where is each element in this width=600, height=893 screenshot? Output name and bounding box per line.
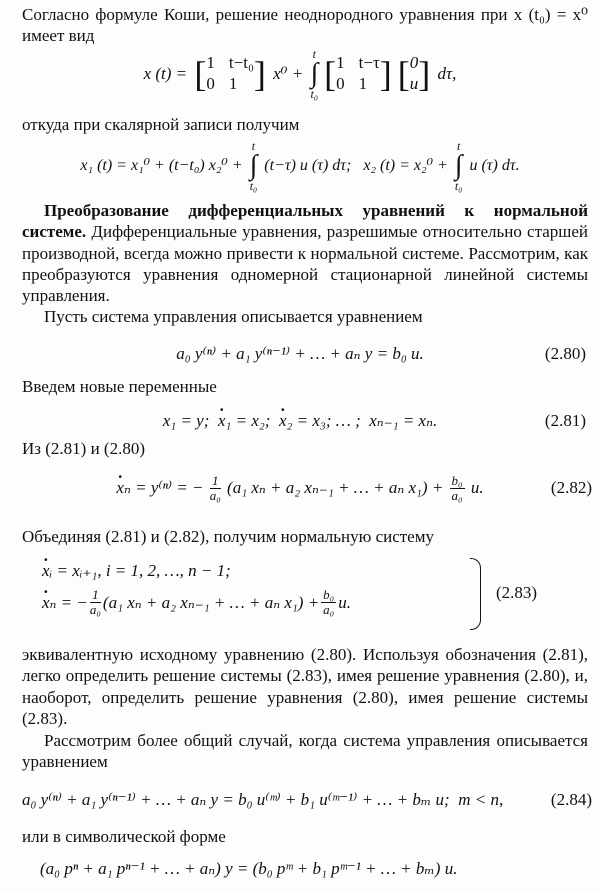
integral-upper-limit: t	[251, 139, 256, 153]
equation-number-2-83: (2.83)	[496, 583, 538, 602]
integral-lower-limit: t₀	[249, 179, 258, 193]
vector-cell: 0	[409, 53, 419, 73]
equation-scalar-part2: (t−τ) u (τ) dτ; x₂ (t) = x₂⁰ +	[260, 157, 452, 174]
matrix-2-cell: t−τ	[358, 53, 380, 73]
fraction-1-over-a0	[210, 474, 221, 502]
equation-cauchy-lhs: x (t) =	[143, 64, 192, 84]
equation-cauchy-tail: dτ,	[433, 64, 457, 84]
paragraph-general-case: Рассмотрим более общий случай, когда система управления описывается уравнением	[22, 731, 588, 772]
fraction-denominator: a₀	[451, 487, 463, 503]
equation-2-83-part2: (a₁ xₙ + a₂ xₙ₋₁ + … + aₙ x₁) +	[102, 592, 320, 612]
paragraph-normal-system-body: Дифференциальные уравнения, разрешимые относительно старшей производной, всегда можно привести к нормальной системе. Рассмотрим, как преобразуются уравнения одномерной стационарной линейной системы управления.	[22, 222, 588, 305]
equation-number-2-81: (2.81)	[544, 411, 586, 431]
paragraph-combine: Объединяя (2.81) и (2.82), получим нормальную систему	[22, 527, 434, 546]
matrix-2: [ 1 t−τ 0 1 ]	[324, 53, 392, 94]
equation-scalar-part3: u (τ) dτ.	[465, 157, 520, 174]
equation-2-83-part3: u.	[338, 592, 351, 612]
matrix-1: [ 1 t−t₀ 0 1 ]	[194, 53, 266, 94]
equation-number-2-84: (2.84)	[550, 790, 592, 810]
integral-3: t ∫ t₀	[454, 139, 463, 193]
fraction-denominator: a₀	[209, 487, 221, 503]
matrix-1-cell: t−t₀	[228, 53, 254, 73]
equation-symbolic-body: (a₀ pⁿ + a₁ pⁿ⁻¹ + … + aₙ) y = (b₀ pᵐ + b₁ pᵐ⁻¹ + … + bₘ) u.	[40, 859, 458, 879]
matrix-2-cell: 0	[336, 74, 345, 93]
equation-scalar-part1: x₁ (t) = x₁⁰ + (t−t₀) x₂⁰ +	[80, 157, 247, 174]
matrix-2-cell: 1	[358, 74, 368, 93]
paragraph-equivalent: эквивалентную исходному уравнению (2.80). Используя обозначения (2.81), легко определить решение системы (2.83), имея решение уравнения (2.80), и, наоборот, определить решение уравнения (2.80), имея решение системы (2.83).	[22, 645, 588, 728]
equation-2-83-line1	[42, 560, 231, 581]
equation-2-83-part1: · xₙ = −	[42, 592, 88, 613]
integral-lower-limit: t₀	[310, 87, 319, 101]
paragraph-cauchy-intro: Согласно формуле Коши, решение неоднородного уравнения при x (t₀) = x⁰ имеет вид	[22, 5, 588, 46]
integral-upper-limit: t	[456, 139, 461, 153]
equation-2-84	[0, 780, 600, 820]
equation-2-80	[0, 336, 600, 372]
integral-upper-limit: t	[312, 47, 316, 61]
fraction-1-over-a0	[90, 588, 101, 616]
matrix-1-cell: 1	[206, 53, 215, 73]
equation-2-82-part3: u.	[466, 478, 484, 498]
equation-number-2-82: (2.82)	[550, 478, 592, 498]
equation-number-2-80: (2.80)	[544, 344, 586, 364]
paragraph-from-281-280: Из (2.81) и (2.80)	[22, 439, 145, 458]
section-heading: Преобразование дифференциальных уравнений к нормальной системе.	[22, 201, 588, 242]
matrix-1-cell: 0	[206, 74, 215, 93]
equation-cauchy-mid: x⁰ +	[268, 64, 308, 84]
integral-lower-limit: t₀	[454, 179, 463, 193]
fraction-denominator: a₀	[89, 601, 101, 617]
equation-scalar	[0, 138, 600, 194]
fraction-b0-over-a0	[321, 588, 336, 616]
integral-1: t ∫ t₀	[310, 47, 319, 101]
integral-2: t ∫ t₀	[249, 139, 258, 193]
fraction-denominator: a₀	[323, 601, 335, 617]
fraction-b0-over-a0	[450, 474, 465, 502]
paragraph-symbolic-form: или в символической форме	[22, 827, 226, 846]
equation-2-82-part1: · xₙ = y⁽ⁿ⁾ = −	[116, 477, 207, 498]
equation-2-82-part2: (a₁ xₙ + a₂ xₙ₋₁ + … + aₙ x₁) +	[222, 478, 448, 498]
paragraph-normal-system	[22, 200, 588, 306]
paragraph-system-equation: Пусть система управления описывается уравнением	[44, 307, 423, 326]
equation-cauchy	[0, 44, 600, 104]
fraction-numerator: 1	[212, 472, 219, 488]
paragraph-new-variables: Введем новые переменные	[22, 377, 217, 396]
equation-2-83-line2	[42, 588, 351, 616]
equation-2-81-part2: · x₁ = x₂;	[218, 410, 279, 431]
vector-b: [ 0 u ]	[397, 53, 431, 94]
vector-cell: u	[409, 74, 419, 93]
equation-2-81-part3: · x₂ = x₃; … ; xₙ₋₁ = xₙ.	[279, 410, 437, 431]
system-brace	[470, 558, 481, 630]
equation-2-82	[0, 466, 600, 510]
paragraph-scalar-intro: откуда при скалярной записи получим	[22, 115, 300, 134]
equation-2-83-line1-body: · xᵢ = xᵢ₊₁, i = 1, 2, …, n − 1;	[42, 560, 231, 581]
fraction-numerator: b₀	[323, 587, 335, 602]
equation-2-81	[0, 404, 600, 438]
equation-2-84-body: a₀ y⁽ⁿ⁾ + a₁ y⁽ⁿ⁻¹⁾ + … + aₙ y = b₀ u⁽ᵐ⁾ + b₁ u⁽ᵐ⁻¹⁾ + … + bₘ u; m < n,	[22, 790, 504, 810]
fraction-numerator: b₀	[451, 472, 463, 488]
matrix-1-cell: 1	[228, 74, 238, 93]
equation-2-80-body: a₀ y⁽ⁿ⁾ + a₁ y⁽ⁿ⁻¹⁾ + … + aₙ y = b₀ u.	[176, 344, 424, 364]
equation-symbolic	[0, 852, 600, 886]
fraction-numerator: 1	[92, 587, 99, 602]
equation-2-81-part1: x₁ = y;	[162, 411, 218, 431]
matrix-2-cell: 1	[336, 53, 345, 73]
